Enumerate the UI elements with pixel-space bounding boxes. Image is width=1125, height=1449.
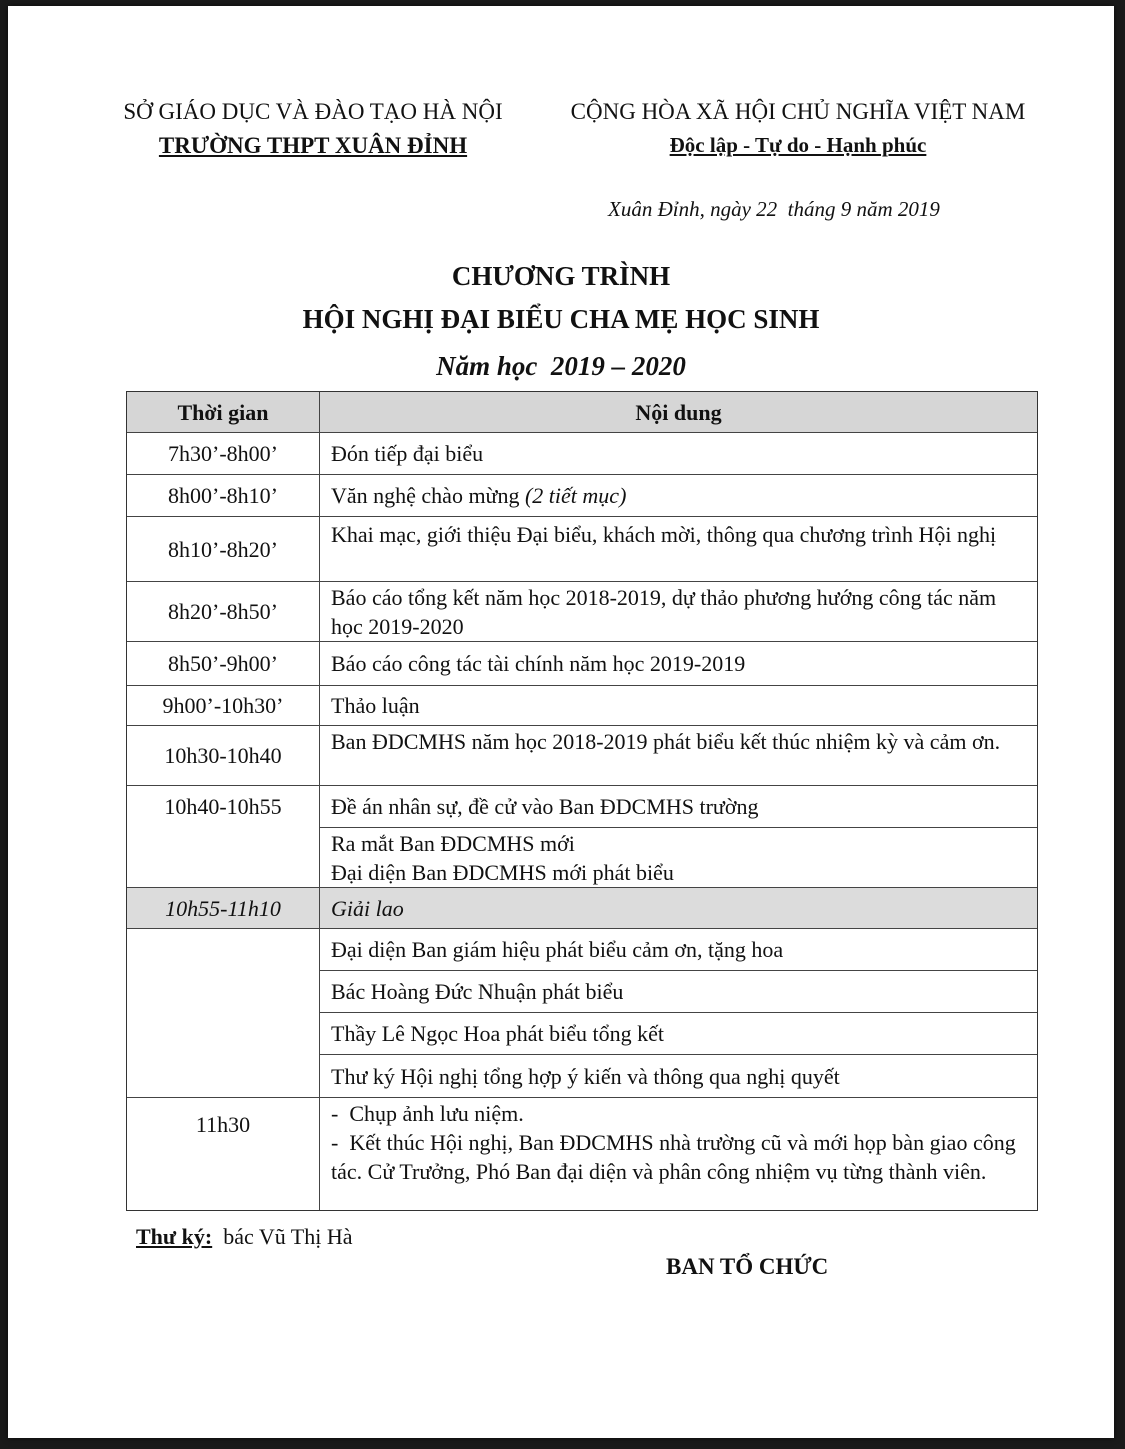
table-row-time: 11h30 <box>127 1098 320 1210</box>
table-row-content: Bác Hoàng Đức Nhuận phát biểu <box>320 971 1037 1013</box>
secretary-name: bác Vũ Thị Hà <box>223 1224 353 1249</box>
organization-name: SỞ GIÁO DỤC VÀ ĐÀO TẠO HÀ NỘI <box>123 99 503 124</box>
organizer-signature: BAN TỔ CHỨC <box>666 1254 829 1279</box>
table-row-time: 10h55-11h10 <box>127 888 320 929</box>
school-name-text: TRƯỜNG THPT XUÂN ĐỈNH <box>158 133 468 158</box>
table-row-time: 10h40-10h55 <box>127 786 320 888</box>
table-row-content: Thư ký Hội nghị tổng hợp ý kiến và thông qua nghị quyết <box>320 1055 1037 1098</box>
table-row-time: 8h00’-8h10’ <box>127 475 320 517</box>
secretary-label: Thư ký: <box>136 1224 213 1249</box>
table-row-content: Đề án nhân sự, đề cử vào Ban ĐDCMHS trường <box>320 786 1037 828</box>
document-title: CHƯƠNG TRÌNH <box>451 261 671 291</box>
header-time: Thời gian <box>127 392 320 433</box>
header-content: Nội dung <box>320 392 1037 433</box>
nation-name: CỘNG HÒA XÃ HỘI CHỦ NGHĨA VIỆT NAM <box>570 99 1026 124</box>
table-row-content: Đón tiếp đại biểu <box>320 433 1037 475</box>
table-row-content: Khai mạc, giới thiệu Đại biểu, khách mời, thông qua chương trình Hội nghị <box>320 517 1037 582</box>
table-row-content <box>320 475 1037 517</box>
table-row-time <box>127 929 320 1098</box>
table-row-content: Giải lao <box>320 888 1037 929</box>
table-row-content: Báo cáo tổng kết năm học 2018-2019, dự thảo phương hướng công tác năm học 2019-2020 <box>320 582 1037 642</box>
table-row-content: Ban ĐDCMHS năm học 2018-2019 phát biểu kết thúc nhiệm kỳ và cảm ơn. <box>320 726 1037 786</box>
content-line: - Kết thúc Hội nghị, Ban ĐDCMHS nhà trường cũ và mới họp bàn giao công tác. Cử Trưởng, Phó Ban đại diện và phân công nhiệm vụ từng thành viên. <box>331 1130 1022 1184</box>
school-name <box>108 133 518 159</box>
table-row-content <box>320 828 1037 888</box>
table-row-time: 7h30’-8h00’ <box>127 433 320 475</box>
table-row-content: Báo cáo công tác tài chính năm học 2019-2019 <box>320 642 1037 686</box>
document-page <box>8 6 1114 1438</box>
table-row-content: Thảo luận <box>320 686 1037 726</box>
table-row-content <box>320 1098 1037 1210</box>
content-line: Đại diện Ban ĐDCMHS mới phát biểu <box>331 860 674 885</box>
national-motto-text: Độc lập - Tự do - Hạnh phúc <box>669 133 927 157</box>
school-year: Năm học 2019 – 2020 <box>436 351 686 381</box>
table-row-time: 9h00’-10h30’ <box>127 686 320 726</box>
secretary-line <box>136 1224 353 1250</box>
place-date: Xuân Đỉnh, ngày 22 tháng 9 năm 2019 <box>608 197 940 221</box>
national-motto <box>558 133 1038 158</box>
table-row-time: 8h50’-9h00’ <box>127 642 320 686</box>
table-row-time: 10h30-10h40 <box>127 726 320 786</box>
content-line: Ra mắt Ban ĐDCMHS mới <box>331 831 575 856</box>
content-line: - Chụp ảnh lưu niệm. <box>331 1101 524 1126</box>
document-subtitle: HỘI NGHỊ ĐẠI BIỂU CHA MẸ HỌC SINH <box>302 304 820 334</box>
content-text: Văn nghệ chào mừng <box>331 483 520 508</box>
program-table <box>126 391 1038 1211</box>
table-row-content: Đại diện Ban giám hiệu phát biểu cảm ơn, tặng hoa <box>320 929 1037 971</box>
table-row-content: Thầy Lê Ngọc Hoa phát biểu tổng kết <box>320 1013 1037 1055</box>
table-row-time: 8h20’-8h50’ <box>127 582 320 642</box>
table-row-time: 8h10’-8h20’ <box>127 517 320 582</box>
content-note: (2 tiết mục) <box>524 483 627 508</box>
